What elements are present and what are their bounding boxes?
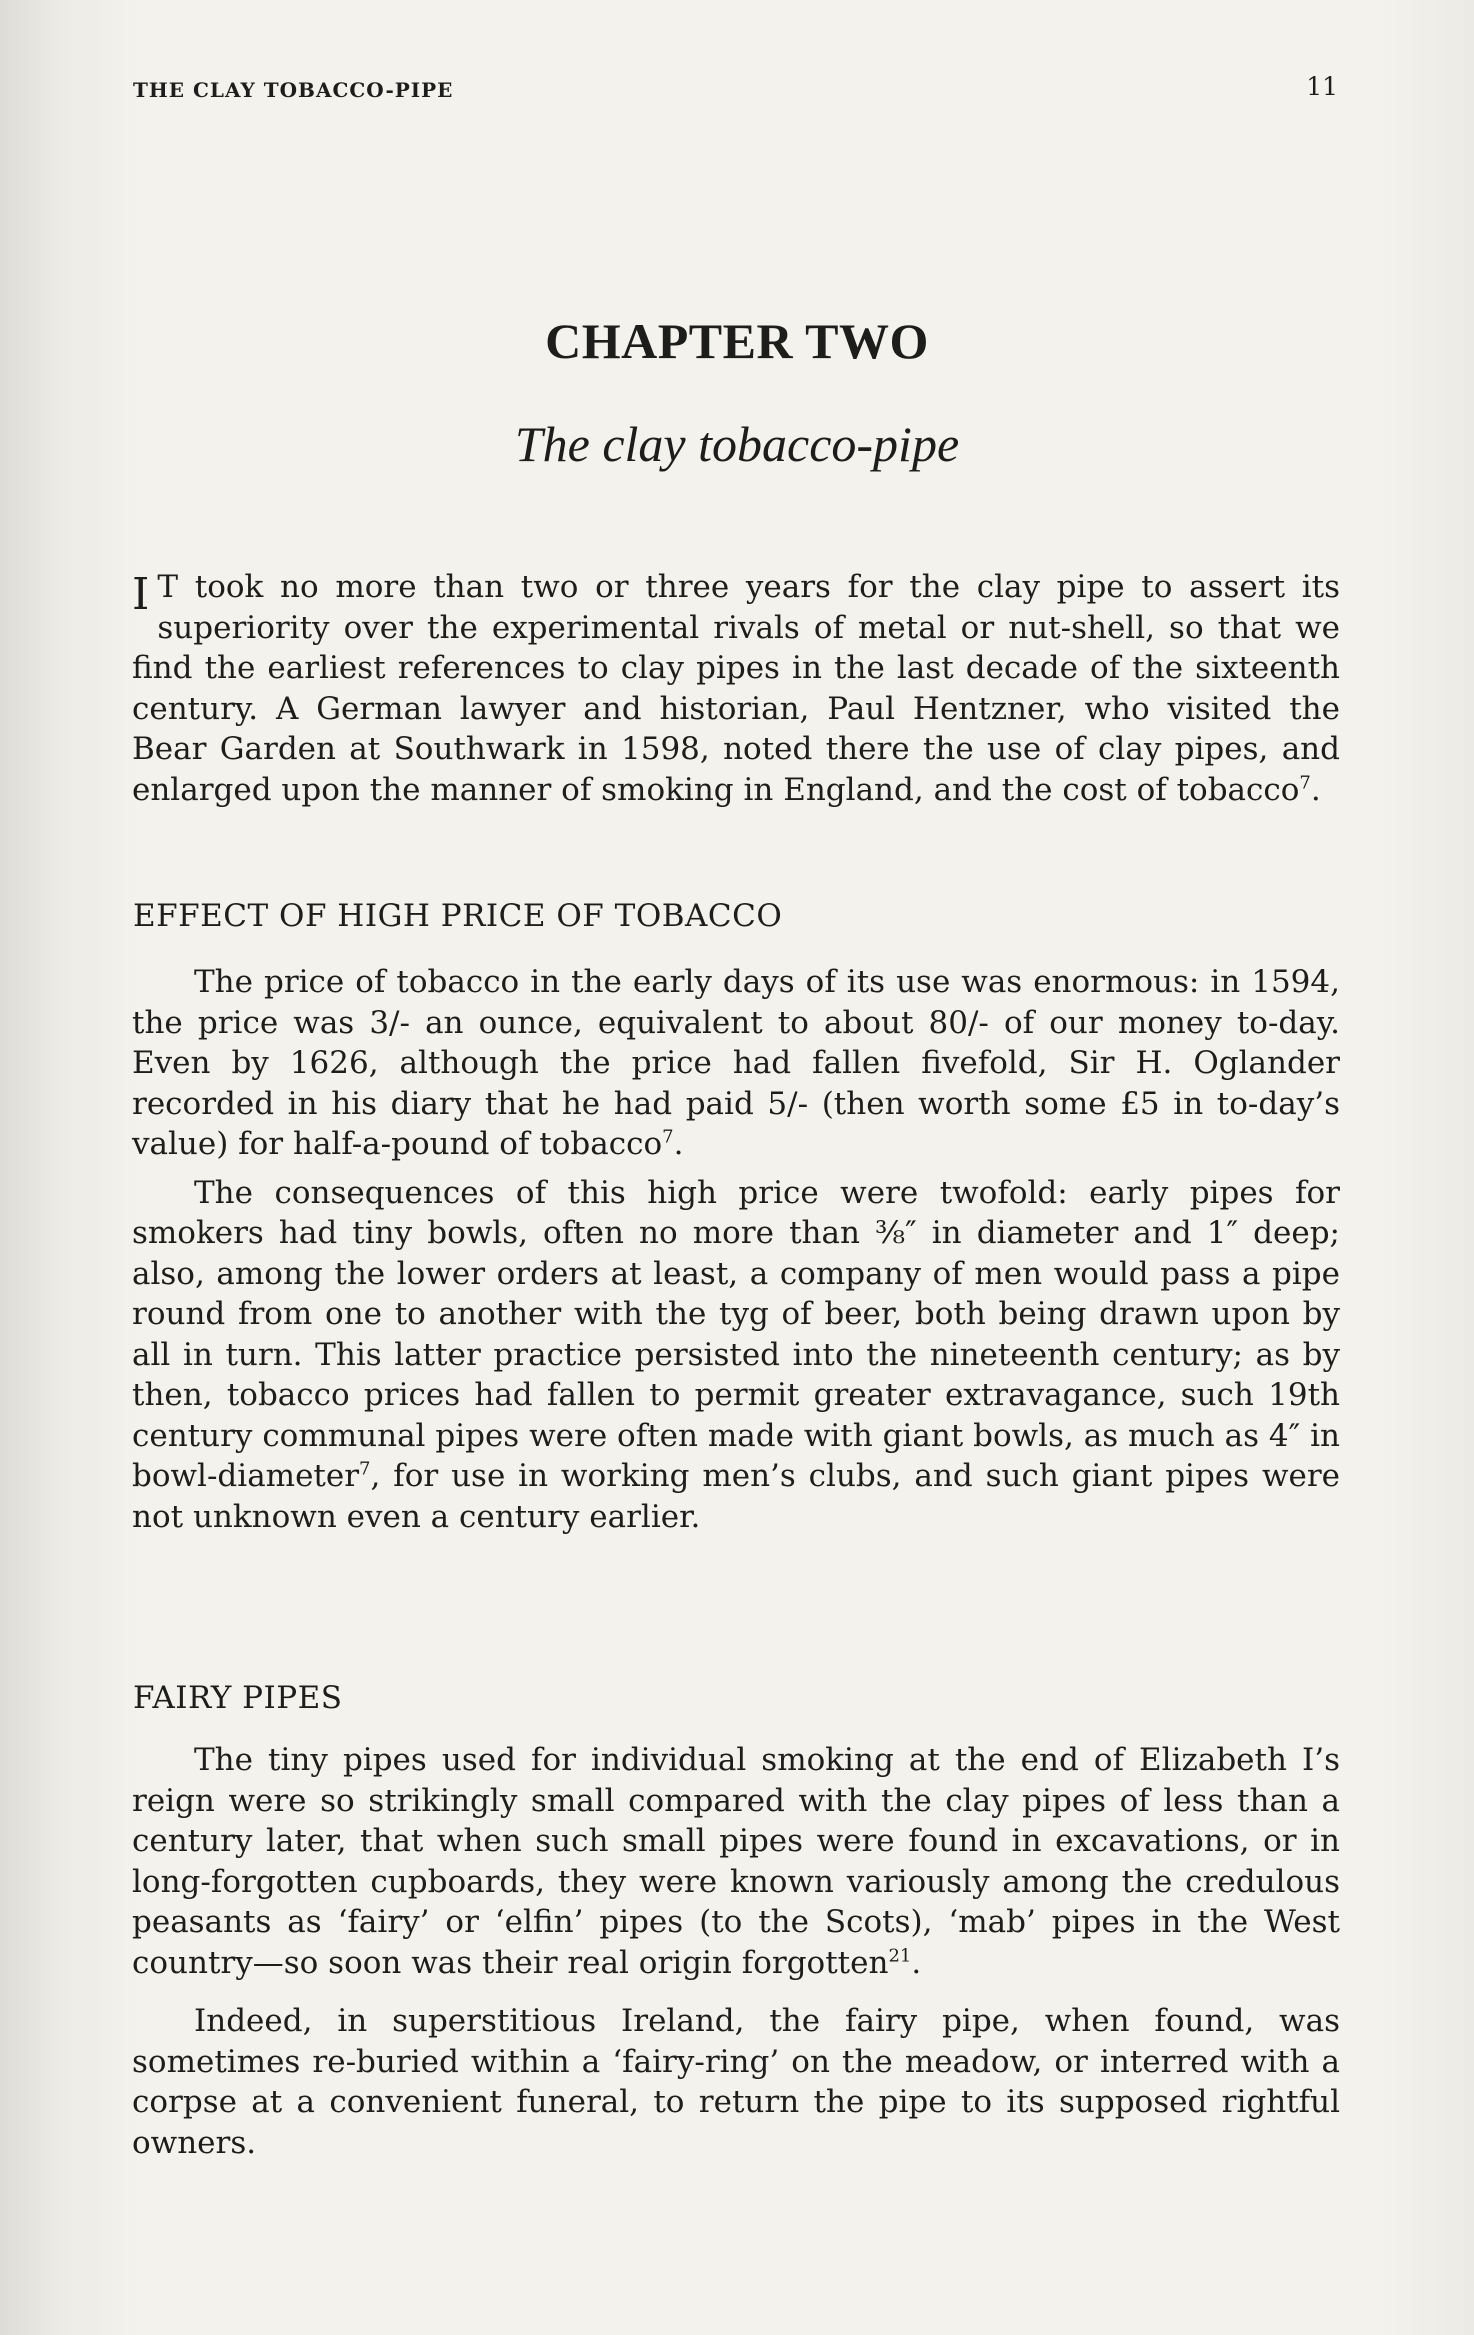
paragraph	[132, 962, 1340, 1165]
paragraph-text-end: .	[673, 1126, 684, 1162]
footnote-ref: 7	[359, 1458, 371, 1480]
intro-text: took no more than two or three years for the clay pipe to assert its superiority over the experimental rivals of metal or nut-shell, so that we find the earliest references to clay pipes in the last decade of the sixteenth century. A German lawyer and historian, Paul Hentzner, who visited the Bear Garden at Southwark in 1598, noted there the use of clay pipes, and enlarged upon the manner of smoking in England, and the cost of tobacco	[132, 569, 1340, 808]
section-price-body	[132, 962, 1340, 1537]
section-fairy-body	[132, 1740, 1340, 2163]
intro-first-letters: T	[157, 569, 179, 605]
paragraph-text: The consequences of this high price were twofold: early pipes for smokers had tiny bowls, often no more than ⅜″ in diameter and 1″ deep; also, among the lower orders at least, a company of men would pass a pipe round from one to another with the tyg of beer, both being drawn upon by all in turn. This latter practice persisted into the nineteenth century; as by then, tobacco prices had fallen to permit greater extravagance, such 19th century communal pipes were often made with giant bowls, as much as 4″ in bowl-diameter	[132, 1174, 1340, 1494]
drop-cap: I	[132, 569, 150, 620]
paragraph	[132, 1740, 1340, 1983]
intro-paragraph	[132, 567, 1340, 810]
paragraph-text-end: .	[911, 1944, 922, 1981]
footnote-ref: 7	[662, 1126, 674, 1148]
paragraph-text: The tiny pipes used for individual smoking at the end of Elizabeth I’s reign were so strikingly small compared with the clay pipes of less than a century later, that when such small pipes were found in excavations, or in long-forgotten cupboards, they were known variously among the credulous peasants as ‘fairy’ or ‘elfin’ pipes (to the Scots), ‘mab’ pipes in the West country—so soon was their real origin forgotten	[132, 1742, 1340, 1981]
section-title-price: EFFECT OF HIGH PRICE OF TOBACCO	[133, 898, 783, 934]
paragraph	[132, 1173, 1340, 1538]
intro-text-end: .	[1310, 771, 1321, 808]
footnote-ref: 7	[1299, 772, 1311, 794]
page-number: 11	[1306, 72, 1338, 101]
running-title: THE CLAY TOBACCO-PIPE	[133, 78, 454, 102]
paragraph-text-end: , for use in working men’s clubs, and such giant pipes were not unknown even a century earlier.	[132, 1458, 1340, 1535]
footnote-ref: 21	[888, 1945, 912, 1967]
section-title-fairy: FAIRY PIPES	[133, 1680, 343, 1716]
chapter-subtitle: The clay tobacco-pipe	[514, 416, 960, 472]
paragraph: Indeed, in superstitious Ireland, the fairy pipe, when found, was sometimes re-buried within a ‘fairy-ring’ on the meadow, or interred with a corpse at a convenient funeral, to return the pipe to its supposed rightful owners.	[132, 2003, 1340, 2161]
paragraph-text: The price of tobacco in the early days of its use was enormous: in 1594, the price was 3/- an ounce, equivalent to about 80/- of our money to-day. Even by 1626, although the price had fallen fivefold, Sir H. Oglander recorded in his diary that he had paid 5/- (then worth some £5 in to-day’s value) for half-a-pound of tobacco	[132, 964, 1340, 1162]
chapter-heading: CHAPTER TWO	[545, 313, 929, 369]
